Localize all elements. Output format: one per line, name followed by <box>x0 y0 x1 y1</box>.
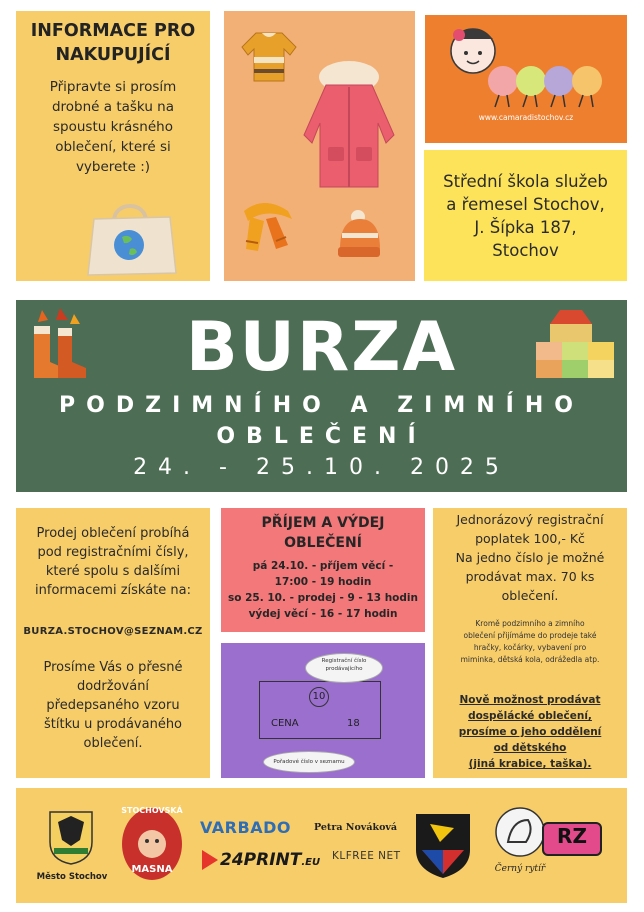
info-text <box>24 77 202 177</box>
klfree-logo: KLFREE NET <box>332 850 401 862</box>
sponsors-panel <box>16 788 627 903</box>
schedule-line: výdej věcí - 16 - 17 hodin <box>248 608 398 620</box>
registration-number: 10 <box>309 687 329 707</box>
item-number: 18 <box>347 718 360 729</box>
print-logo-suffix: .EU <box>301 857 321 868</box>
school-address-line: Střední škola služeb <box>443 172 608 191</box>
schedule-panel <box>221 508 425 632</box>
school-address-panel <box>424 150 627 281</box>
sponsor-petra-novakova: Petra Nováková <box>314 822 398 833</box>
knight-logo-name: Černý rytíř <box>494 864 546 874</box>
bubble-top-text <box>305 657 383 673</box>
fee-line: oblečení. <box>501 588 559 603</box>
adult-clothing-line: Nově možnost prodávat <box>459 694 601 706</box>
sweater-icon <box>238 25 300 87</box>
schedule-line: pá 24.10. - příjem věcí - <box>252 560 394 572</box>
accepted-items-text <box>441 618 619 666</box>
bubble-top-line: prodávajícího <box>325 666 363 672</box>
school-address-line: J. Šípka 187, <box>474 218 577 237</box>
adult-clothing-line: (jiná krabice, taška). <box>468 758 592 770</box>
varbado-logo: VARBADO <box>200 818 291 837</box>
bubble-top-line: Registrační číslo <box>321 658 367 664</box>
rz-logo-text: RZ <box>557 824 587 848</box>
schedule-line: 17:00 - 19 hodin <box>274 576 372 588</box>
clothes-illustration-panel <box>224 11 415 281</box>
school-address <box>430 170 621 262</box>
fee-line: prodávat max. 70 ks <box>465 569 595 584</box>
info-text-line: spoustu krásného <box>53 119 173 135</box>
label-instructions <box>20 658 206 753</box>
butcher-name-line2: MASNA <box>131 864 173 875</box>
scarf-icon <box>236 191 300 257</box>
price-label: CENA <box>271 718 299 729</box>
fee-line: Na jedno číslo je možné <box>455 550 605 565</box>
camaradi-logo-panel <box>425 15 627 143</box>
schedule-title <box>221 513 425 553</box>
sale-info-line: které spolu s dalšími <box>45 564 181 579</box>
sale-info-panel <box>16 508 210 778</box>
sale-info-line: informacemi získáte na: <box>35 583 191 598</box>
info-title-line: NAKUPUJÍCÍ <box>55 45 171 65</box>
adult-clothing-notice <box>441 692 619 772</box>
label-instructions-line: dodržování <box>76 679 150 694</box>
town-crest-icon <box>46 808 96 866</box>
knight-logo-icon <box>492 804 548 860</box>
accepted-items-line: miminka, dětská kola, odrážedla atp. <box>460 655 600 664</box>
bubble-bottom-text: Pořadové číslo v seznamu <box>273 759 345 765</box>
club-shield-icon <box>412 810 474 880</box>
print-logo-icon <box>200 848 220 872</box>
winter-hat-icon <box>334 209 384 261</box>
label-example-panel <box>221 643 425 778</box>
adult-clothing-line: od dětského <box>493 742 567 754</box>
fee-text <box>437 510 623 605</box>
schedule-title-line: PŘÍJEM A VÝDEJ <box>261 515 385 531</box>
label-instructions-line: předepsaného vzoru <box>46 698 180 713</box>
label-instructions-line: oblečení. <box>83 736 143 751</box>
info-title <box>22 19 204 67</box>
banner-subtitle-line2: OBLEČENÍ <box>216 424 427 449</box>
info-title-line: INFORMACE PRO <box>30 21 196 41</box>
caterpillar-logo-icon <box>443 21 613 115</box>
fee-info-panel <box>433 508 627 778</box>
event-date: 24. - 25.10. 2025 <box>133 455 510 480</box>
logo-website-url: www.camaradistochov.cz <box>478 113 574 122</box>
fee-line: poplatek 100,- Kč <box>475 531 585 546</box>
sale-info-line: Prodej oblečení probíhá <box>36 526 190 541</box>
print-logo-name: 24PRINT <box>220 850 302 870</box>
butcher-name-line1: STOCHOVSKÁ <box>121 806 183 815</box>
winter-jacket-icon <box>294 55 404 195</box>
banner-title: BURZA <box>185 308 458 387</box>
print-logo <box>220 850 320 870</box>
event-banner <box>16 300 627 492</box>
accepted-items-line: hračky, kočárky, vybavení pro <box>473 643 587 652</box>
schedule-line: so 25. 10. - prodej - 9 - 13 hodin <box>228 592 418 604</box>
info-text-line: vyberete :) <box>75 159 151 175</box>
sale-info-line: pod registračními čísly, <box>37 545 189 560</box>
sale-info-text <box>20 524 206 600</box>
fee-line: Jednorázový registrační <box>456 512 604 527</box>
school-address-line: a řemesel Stochov, <box>446 195 605 214</box>
schedule-title-line: OBLEČENÍ <box>284 535 362 551</box>
info-for-shoppers-panel <box>16 11 210 281</box>
schedule-times <box>221 558 425 622</box>
info-text-line: Připravte si prosím <box>49 79 177 95</box>
info-text-line: oblečení, které si <box>55 139 171 155</box>
school-address-line: Stochov <box>492 241 559 260</box>
banner-subtitle-line1: PODZIMNÍHO A ZIMNÍHO <box>59 393 584 418</box>
contact-email: BURZA.STOCHOV@SEZNAM.CZ <box>23 626 203 637</box>
label-instructions-line: Prosíme Vás o přesné <box>43 660 183 675</box>
tote-bag-icon <box>84 197 180 277</box>
town-name: Město Stochov <box>36 872 108 882</box>
label-instructions-line: štítku u prodávaného <box>43 717 183 732</box>
info-text-line: drobné a tašku na <box>51 99 175 115</box>
accepted-items-line: oblečení přijímáme do prodeje také <box>463 631 597 640</box>
adult-clothing-line: prosíme o jeho oddělení <box>458 726 602 738</box>
adult-clothing-line: dospělácké oblečení, <box>468 710 592 722</box>
accepted-items-line: Kromě podzimního a zimního <box>475 619 585 628</box>
